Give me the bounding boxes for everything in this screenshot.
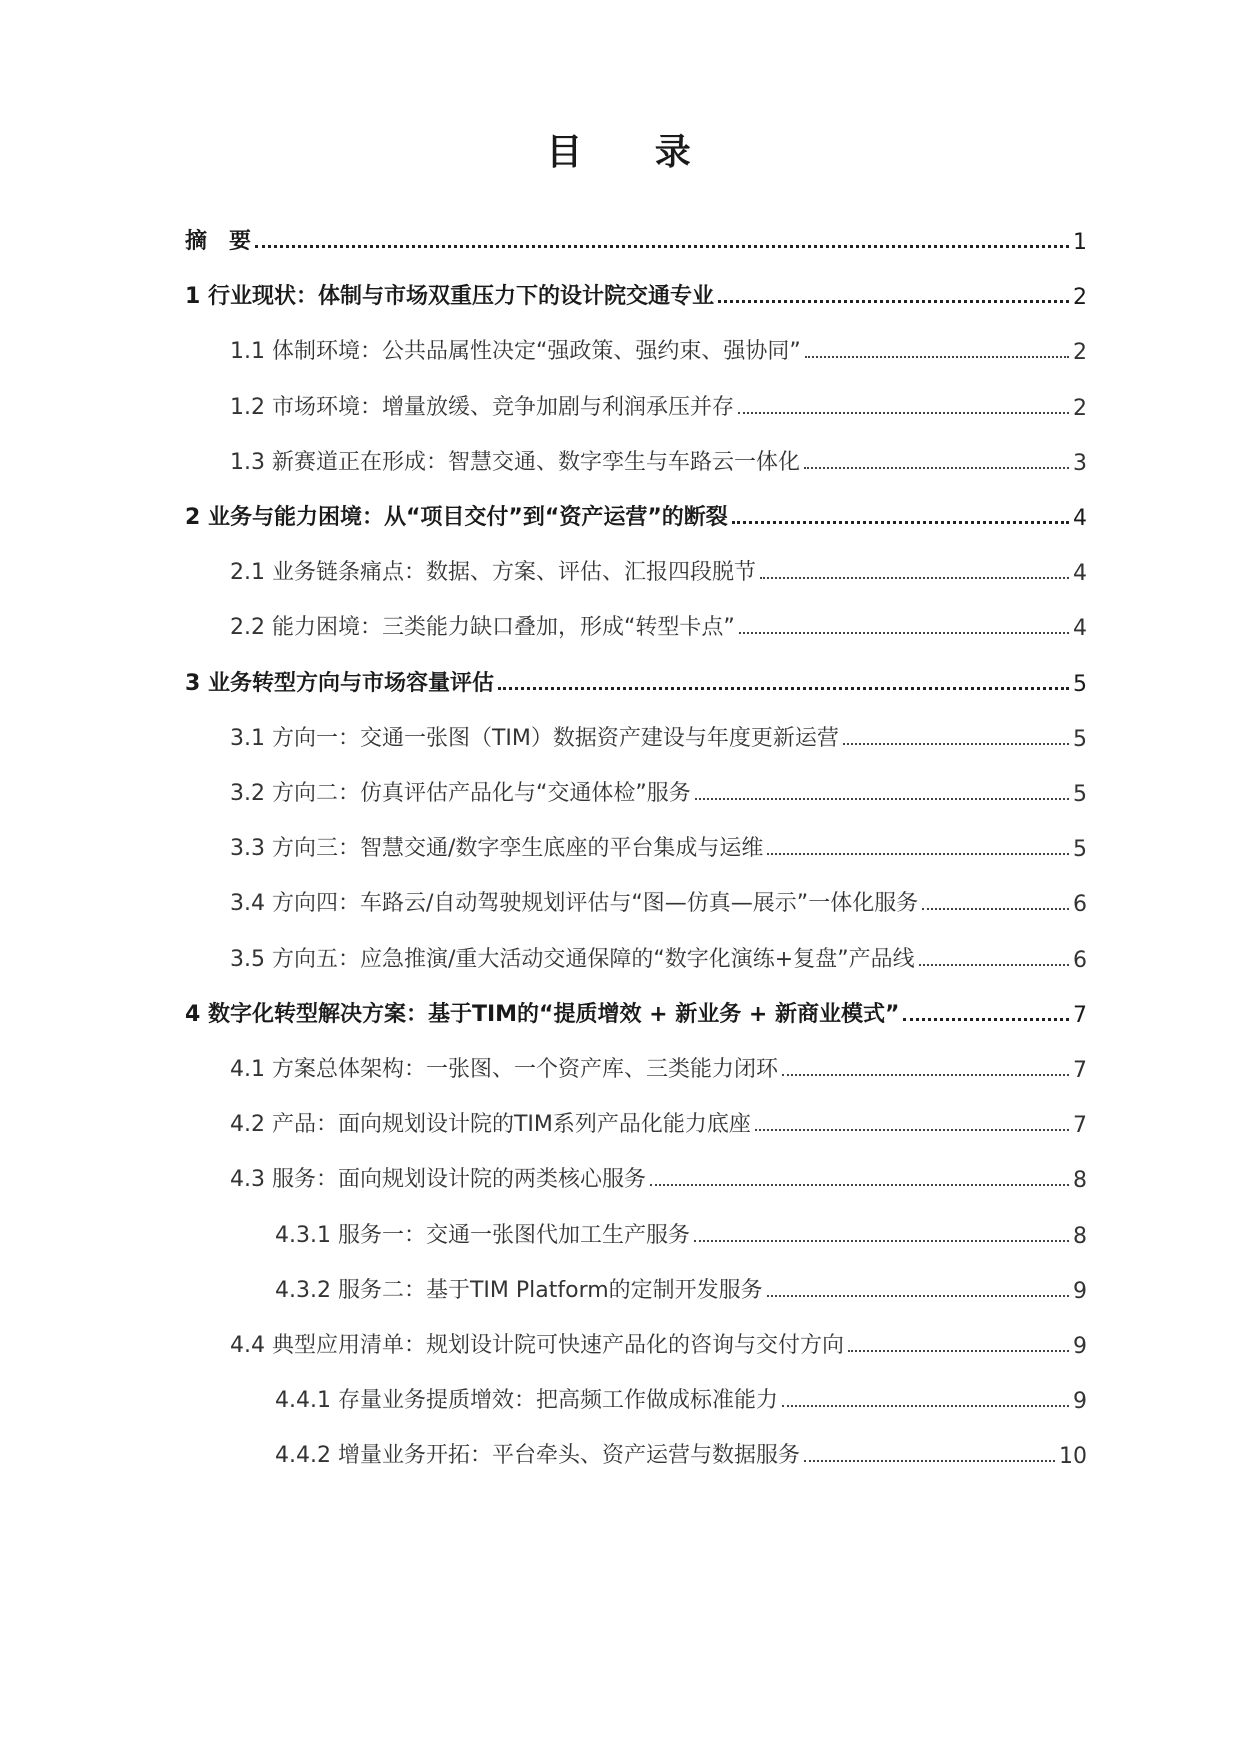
toc-entry[interactable] (230, 712, 1087, 752)
dot-leader (695, 798, 1069, 800)
dot-leader (782, 1405, 1069, 1407)
toc-entry-page-number: 5 (1073, 727, 1087, 752)
dot-leader (843, 743, 1069, 745)
toc-entry-title: 2.1 业务链条痛点：数据、方案、评估、汇报四段脱节 (230, 560, 756, 585)
toc-entry[interactable] (230, 1319, 1087, 1359)
dot-leader (739, 632, 1069, 634)
toc-entry[interactable] (275, 1429, 1087, 1469)
toc-entry-page-number: 3 (1073, 451, 1087, 476)
toc-entry-title: 4.4.1 存量业务提质增效：把高频工作做成标准能力 (275, 1388, 778, 1413)
toc-entry-page-number: 5 (1073, 782, 1087, 807)
toc-entry-page-number: 6 (1073, 892, 1087, 917)
dot-leader (718, 300, 1069, 303)
toc-entry[interactable] (185, 215, 1087, 255)
dot-leader (922, 908, 1069, 910)
toc-entry-title: 2 业务与能力困境：从“项目交付”到“资产运营”的断裂 (185, 505, 728, 530)
toc-entry-title: 4.3.1 服务一：交通一张图代加工生产服务 (275, 1223, 690, 1248)
toc-entry[interactable] (230, 933, 1087, 973)
dot-leader (804, 1460, 1055, 1462)
dot-leader (767, 1295, 1069, 1297)
toc-entry[interactable] (185, 270, 1087, 310)
toc-entry-title: 4.1 方案总体架构：一张图、一个资产库、三类能力闭环 (230, 1057, 778, 1082)
toc-entry-title: 2.2 能力困境：三类能力缺口叠加，形成“转型卡点” (230, 615, 735, 640)
toc-entry[interactable] (230, 601, 1087, 641)
toc-entry[interactable] (230, 325, 1087, 365)
toc-entry[interactable] (230, 436, 1087, 476)
toc-entry-title: 4.3 服务：面向规划设计院的两类核心服务 (230, 1167, 646, 1192)
toc-entry-title: 摘 要 (185, 229, 252, 254)
toc-entry[interactable] (230, 1098, 1087, 1138)
toc-entry-title: 3.4 方向四：车路云/自动驾驶规划评估与“图—仿真—展示”一体化服务 (230, 891, 919, 916)
dot-leader (738, 412, 1069, 414)
toc-entry-page-number: 9 (1073, 1334, 1087, 1359)
dot-leader (755, 1129, 1069, 1131)
toc-entry[interactable] (275, 1264, 1087, 1304)
toc-entry[interactable] (185, 657, 1087, 697)
toc-entry[interactable] (230, 877, 1087, 917)
toc-entry-page-number: 1 (1073, 230, 1087, 255)
toc-entry-title: 1.2 市场环境：增量放缓、竞争加剧与利润承压并存 (230, 395, 734, 420)
toc-entry-page-number: 9 (1073, 1389, 1087, 1414)
toc-entry-title: 1.3 新赛道正在形成：智慧交通、数字孪生与车路云一体化 (230, 450, 800, 475)
dot-leader (694, 1240, 1069, 1242)
dot-leader (767, 853, 1069, 855)
toc-entry-title: 3 业务转型方向与市场容量评估 (185, 671, 494, 696)
dot-leader (498, 687, 1069, 690)
toc-entry[interactable] (230, 546, 1087, 586)
toc-entry-page-number: 6 (1073, 948, 1087, 973)
toc-entry[interactable] (230, 381, 1087, 421)
toc-entry-title: 3.1 方向一：交通一张图（TIM）数据资产建设与年度更新运营 (230, 726, 839, 751)
toc-entry-title: 1 行业现状：体制与市场双重压力下的设计院交通专业 (185, 284, 714, 309)
toc-entry-title: 4.4 典型应用清单：规划设计院可快速产品化的咨询与交付方向 (230, 1333, 844, 1358)
toc-entry-page-number: 7 (1073, 1003, 1087, 1028)
toc-entry-page-number: 7 (1073, 1113, 1087, 1138)
dot-leader (255, 245, 1069, 248)
toc-entry-page-number: 8 (1073, 1168, 1087, 1193)
toc-entry-page-number: 9 (1073, 1279, 1087, 1304)
toc-entry-page-number: 5 (1073, 672, 1087, 697)
toc-entry[interactable] (185, 491, 1087, 531)
toc-entry[interactable] (185, 988, 1087, 1028)
toc-entry-title: 1.1 体制环境：公共品属性决定“强政策、强约束、强协同” (230, 339, 801, 364)
toc-entry-page-number: 2 (1073, 340, 1087, 365)
toc-entry-title: 4.2 产品：面向规划设计院的TIM系列产品化能力底座 (230, 1112, 751, 1137)
toc-entry-page-number: 4 (1073, 616, 1087, 641)
dot-leader (782, 1074, 1069, 1076)
toc-entry-page-number: 8 (1073, 1224, 1087, 1249)
toc-entry-title: 4 数字化转型解决方案：基于TIM的“提质增效 + 新业务 + 新商业模式” (185, 1002, 900, 1027)
toc-entry-page-number: 7 (1073, 1058, 1087, 1083)
toc-entry-title: 3.3 方向三：智慧交通/数字孪生底座的平台集成与运维 (230, 836, 764, 861)
dot-leader (848, 1350, 1069, 1352)
toc-title: 目 录 (546, 132, 721, 173)
toc-entry-page-number: 2 (1073, 285, 1087, 310)
toc-entry[interactable] (275, 1374, 1087, 1414)
toc-entry-page-number: 10 (1059, 1444, 1087, 1469)
toc-entry[interactable] (230, 1043, 1087, 1083)
toc-entry[interactable] (230, 767, 1087, 807)
toc-entry[interactable] (230, 822, 1087, 862)
dot-leader (760, 577, 1069, 579)
toc-entry-title: 3.5 方向五：应急推演/重大活动交通保障的“数字化演练+复盘”产品线 (230, 947, 915, 972)
toc-entry-page-number: 5 (1073, 837, 1087, 862)
dot-leader (903, 1018, 1069, 1021)
toc-entry-title: 4.4.2 增量业务开拓：平台牵头、资产运营与数据服务 (275, 1443, 800, 1468)
dot-leader (732, 521, 1069, 524)
toc-entry[interactable] (275, 1209, 1087, 1249)
toc-entry-title: 4.3.2 服务二：基于TIM Platform的定制开发服务 (275, 1278, 763, 1303)
dot-leader (919, 964, 1069, 966)
toc-entry[interactable] (230, 1153, 1087, 1193)
dot-leader (805, 356, 1069, 358)
toc-entry-page-number: 4 (1073, 561, 1087, 586)
toc-entry-page-number: 2 (1073, 396, 1087, 421)
dot-leader (804, 467, 1069, 469)
toc-entry-title: 3.2 方向二：仿真评估产品化与“交通体检”服务 (230, 781, 691, 806)
dot-leader (650, 1184, 1069, 1186)
toc-entry-page-number: 4 (1073, 506, 1087, 531)
